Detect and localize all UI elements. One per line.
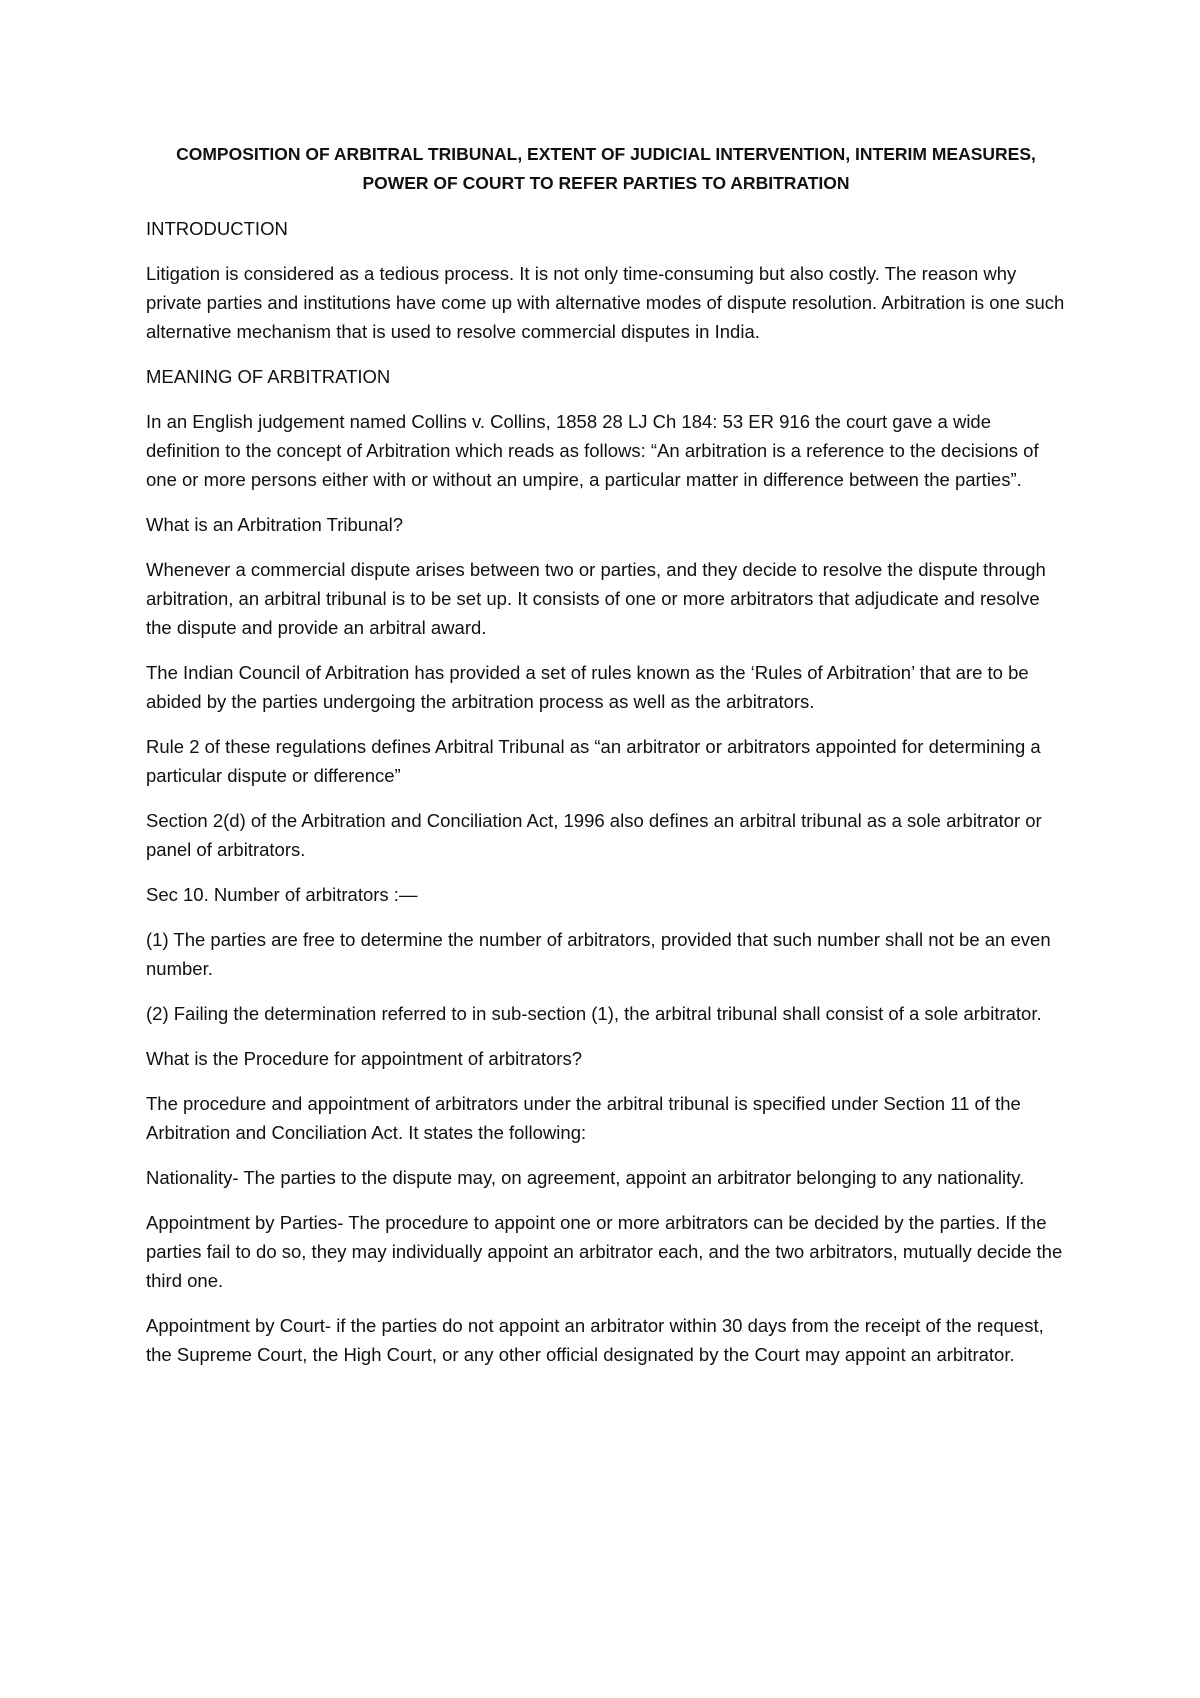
paragraph-nationality: Nationality- The parties to the dispute may, on agreement, appoint an arbitrator belonging to any nationality. <box>146 1167 1025 1188</box>
paragraph-introduction: Litigation is considered as a tedious process. It is not only time-consuming but also costly. The reason why private parties and institutions have come up with alternative modes of dispute resolution. Arbitration is one such alternative mechanism that is used to resolve commercial disputes in India. <box>146 263 1065 342</box>
paragraph-appointment-by-parties: Appointment by Parties- The procedure to appoint one or more arbitrators can be decided by the parties. If the parties fail to do so, they may individually appoint an arbitrator each, and the two arbitrators, mutually decide the third one. <box>146 1212 1063 1291</box>
title-line-2: POWER OF COURT TO REFER PARTIES TO ARBITRATION <box>362 173 850 193</box>
document-title <box>146 140 1066 198</box>
paragraph-appointment-by-court: Appointment by Court- if the parties do not appoint an arbitrator within 30 days from the receipt of the request, the Supreme Court, the High Court, or any other official designated by the Court may appoint an arbitrator. <box>146 1315 1044 1365</box>
question-arbitration-tribunal: What is an Arbitration Tribunal? <box>146 514 404 535</box>
clause-2: (2) Failing the determination referred to in sub-section (1), the arbitral tribunal shall consist of a sole arbitrator. <box>146 1003 1042 1024</box>
paragraph-tribunal-setup: Whenever a commercial dispute arises between two or parties, and they decide to resolve the dispute through arbitration, an arbitral tribunal is to be set up. It consists of one or more arbitrators that adjudicate and resolve the dispute and provide an arbitral award. <box>146 559 1046 638</box>
document-body <box>146 140 1066 1385</box>
section-heading-meaning: MEANING OF ARBITRATION <box>146 366 391 387</box>
clause-1: (1) The parties are free to determine the number of arbitrators, provided that such number shall not be an even number. <box>146 929 1051 979</box>
paragraph-collins-definition: In an English judgement named Collins v. Collins, 1858 28 LJ Ch 184: 53 ER 916 the court gave a wide definition to the concept of Arbitration which reads as follows: “An arbitration is a reference to the decisions of one or more persons either with or without an umpire, a particular matter in difference between the parties”. <box>146 411 1039 490</box>
paragraph-section-11: The procedure and appointment of arbitrators under the arbitral tribunal is specified under Section 11 of the Arbitration and Conciliation Act. It states the following: <box>146 1093 1021 1143</box>
heading-sec-10: Sec 10. Number of arbitrators :— <box>146 884 418 905</box>
paragraph-indian-council: The Indian Council of Arbitration has provided a set of rules known as the ‘Rules of Arbitration’ that are to be abided by the parties undergoing the arbitration process as well as the arbitrators. <box>146 662 1029 712</box>
question-procedure: What is the Procedure for appointment of arbitrators? <box>146 1048 582 1069</box>
paragraph-section-2d: Section 2(d) of the Arbitration and Conciliation Act, 1996 also defines an arbitral tribunal as a sole arbitrator or panel of arbitrators. <box>146 810 1042 860</box>
paragraph-rule-2: Rule 2 of these regulations defines Arbitral Tribunal as “an arbitrator or arbitrators appointed for determining a particular dispute or difference” <box>146 736 1041 786</box>
title-line-1: COMPOSITION OF ARBITRAL TRIBUNAL, EXTENT OF JUDICIAL INTERVENTION, INTERIM MEASURES, <box>176 144 1036 164</box>
section-heading-introduction: INTRODUCTION <box>146 218 288 239</box>
